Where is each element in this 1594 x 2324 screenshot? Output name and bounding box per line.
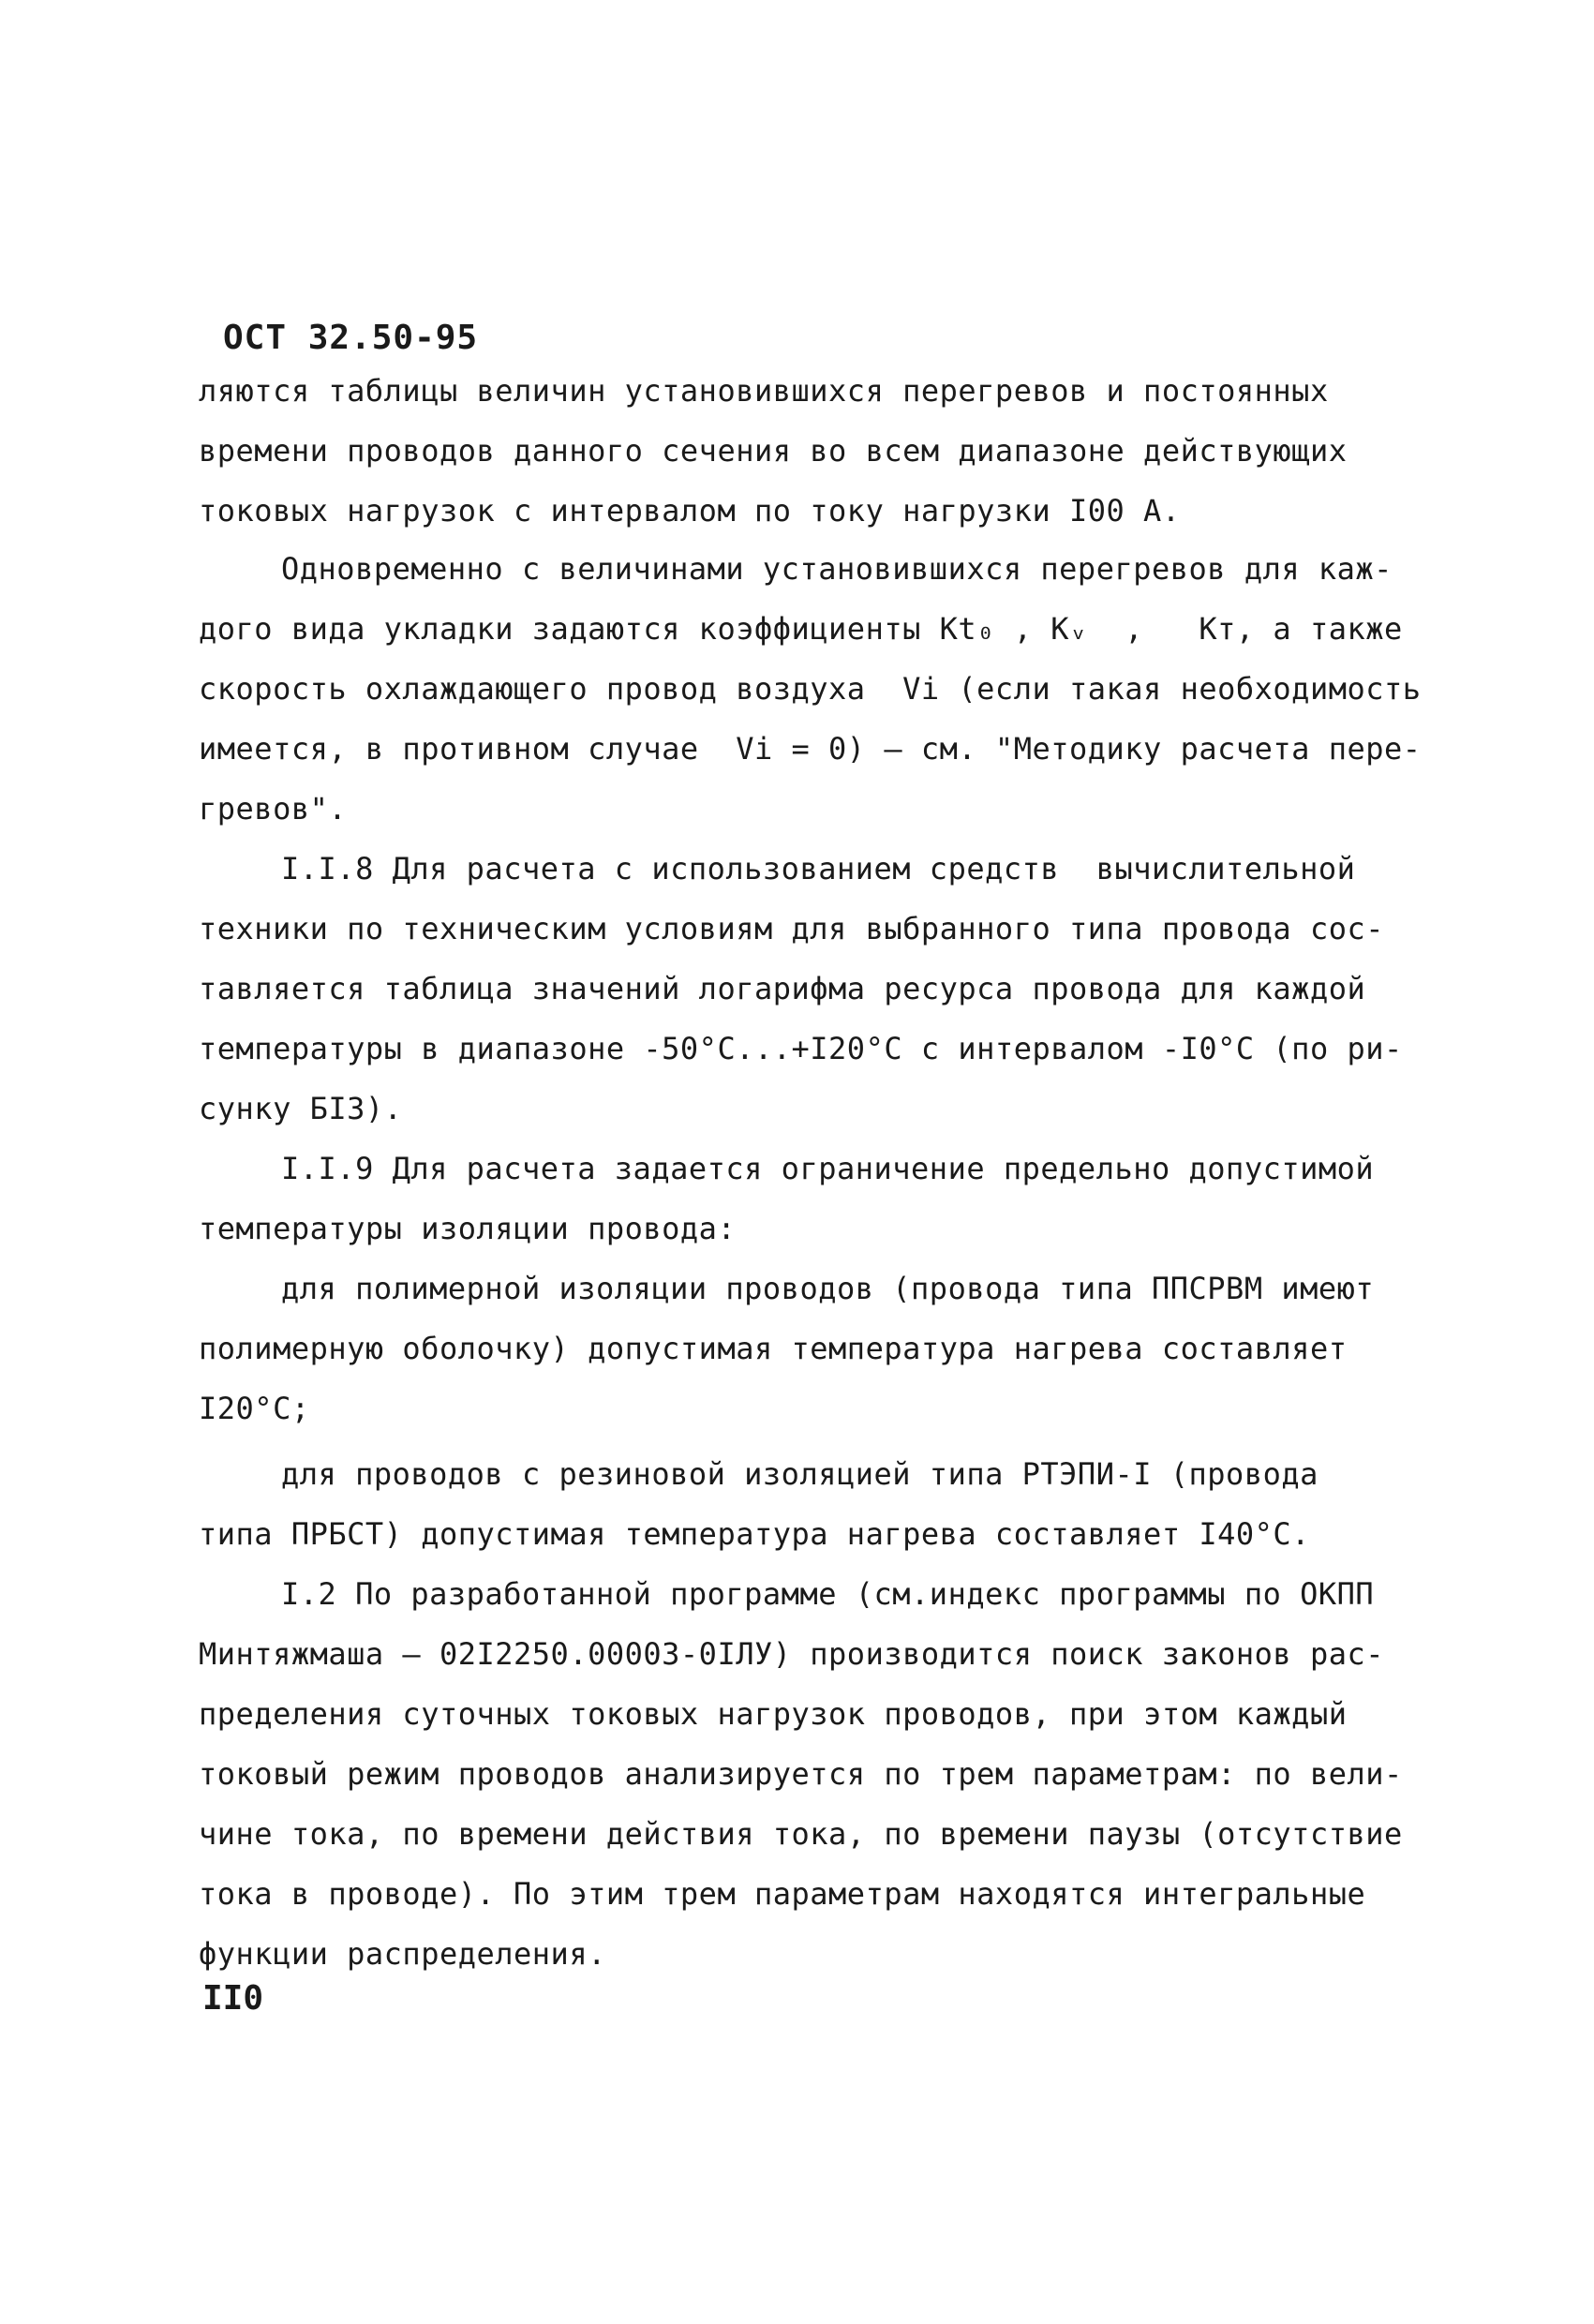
- page-number: II0: [202, 1979, 264, 2018]
- text-line: ляются таблицы величин установившихся перегревов и постоянных: [199, 373, 1329, 409]
- text-line: токовый режим проводов анализируется по трем параметрам: по вели-: [199, 1756, 1403, 1792]
- text-line: имеется, в противном случае Vi = 0) – см. "Методику расчета пере-: [199, 731, 1422, 767]
- text-line: для полимерной изоляции проводов (провода типа ППСРВМ имеют: [281, 1271, 1375, 1306]
- text-line: скорость охлаждающего провод воздуха Vi (если такая необходимость: [199, 671, 1422, 707]
- text-line: тока в проводе). По этим трем параметрам находятся интегральные: [199, 1876, 1366, 1912]
- text-line: токовых нагрузок с интервалом по току нагрузки I00 А.: [199, 493, 1181, 529]
- text-line: Одновременно с величинами установившихся перегревов для каж-: [281, 551, 1393, 587]
- text-line: типа ПРБСТ) допустимая температура нагрева составляет I40°С.: [199, 1516, 1310, 1552]
- document-header: ОСТ 32.50-95: [223, 319, 479, 357]
- text-line: техники по техническим условиям для выбранного типа провода сос-: [199, 911, 1384, 946]
- text-line: I.2 По разработанной программе (см.индекс программы по ОКПП: [281, 1576, 1375, 1612]
- text-line: Минтяжмаша – 02I2250.00003-0IЛУ) производится поиск законов рас-: [199, 1636, 1384, 1672]
- text-line: дого вида укладки задаются коэффициенты Kt₀ , Kᵥ , Kт, а также: [199, 611, 1403, 647]
- text-line: температуры изоляции провода:: [199, 1211, 737, 1246]
- text-line: функции распределения.: [199, 1936, 606, 1972]
- text-line: времени проводов данного сечения во всем диапазоне действующих: [199, 433, 1348, 469]
- text-line: I.I.8 Для расчета с использованием средств вычислительной: [281, 851, 1356, 886]
- text-line: полимерную оболочку) допустимая температура нагрева составляет: [199, 1331, 1348, 1366]
- text-line: чине тока, по времени действия тока, по времени паузы (отсутствие: [199, 1816, 1403, 1852]
- text-line: сунку БI3).: [199, 1091, 403, 1126]
- text-line: пределения суточных токовых нагрузок проводов, при этом каждый: [199, 1696, 1348, 1732]
- text-line: для проводов с резиновой изоляцией типа РТЭПИ-I (провода: [281, 1456, 1318, 1492]
- text-line: I20°С;: [199, 1391, 310, 1426]
- text-line: гревов".: [199, 791, 348, 827]
- text-line: тавляется таблица значений логарифма ресурса провода для каждой: [199, 971, 1366, 1006]
- text-line: I.I.9 Для расчета задается ограничение предельно допустимой: [281, 1151, 1375, 1186]
- text-line: температуры в диапазоне -50°С...+I20°С с интервалом -I0°С (по ри-: [199, 1031, 1403, 1066]
